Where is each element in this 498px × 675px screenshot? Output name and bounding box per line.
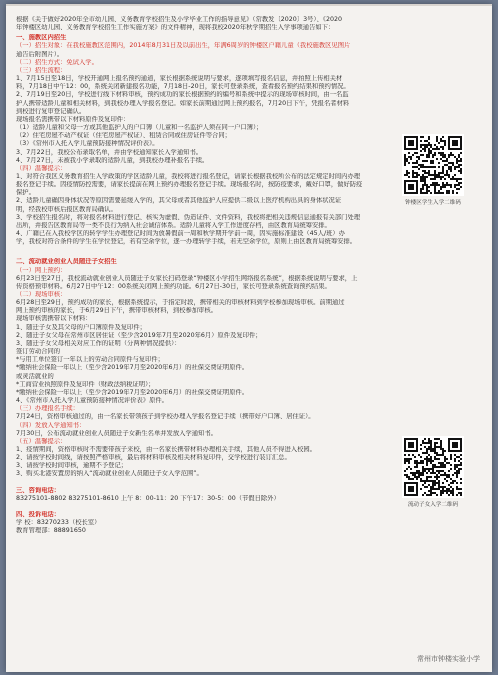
text-line: （二）现场审核： [16, 291, 67, 298]
text-line: 通告后附图片）。 [16, 50, 64, 58]
text-line: 现场审核需携带以下材料： [16, 315, 92, 323]
text-line: 教育管理部：88891650 [16, 527, 86, 535]
text-line: 保护。 [16, 189, 35, 197]
text-line: （1）适龄儿童和父母一方或其他监护人的户口簿（儿童和一名监护人须在同一户口簿）； [16, 124, 263, 132]
text-line: （一）招生对象：在我校施教区范围内，2014年8月31日及以前出生，年满6周岁的钟楼区户籍儿童（我校施教区见图片 [16, 42, 351, 50]
text-line: 传资格预审材料。6月27日中午12：00系统关闭网上预约功能。6月27日-30日，家长可登录系统查询预约结果。 [16, 282, 331, 290]
text-line: （二）招生方式：免试入学。 [16, 58, 98, 66]
text-line: （四）发放入学通知书： [16, 421, 86, 429]
text-line: 3、学校招生报名时，将对报名材料进行登记、核实为虚假、伪造证件、文件资料，我校将把相关违规信息通报有关部门处理 [16, 213, 361, 221]
text-line: 83275101-8802 83275101-8610 上午 8：00-11：20 下午17：30-5：00（节假日除外） [16, 494, 280, 502]
text-line: 学，我校对符合条件的学生在学位登记，若有空余学位，逐一办理转学手续，若无空余学位，原则上由区教育局统筹安排。 [16, 238, 357, 246]
text-line: 1、7月15日至18日，学校开通网上报名预约通道，家长根据系统说明与要求，逐项填写报名信息，并拍照上传相关材 [16, 75, 343, 83]
text-line: （五）温馨提示： [16, 437, 67, 445]
intro-line: 年钟楼区幼儿园、义务教育学校招生工作实施方案》的文件精神，现将我校2020年秋学期招生入学事项通告如下： [16, 24, 335, 32]
text-line: （2）住宅房屋不动产权证（住宅房屋产权证）、租赁合同或住房证件等合同； [16, 132, 231, 140]
text-line: 3、购买北港安置房的纳入“流动就业创业人员随迁子女入学范围”。 [16, 470, 203, 478]
text-line: 2、请按学校时间线，请按照严格审核，最后将材料审核及相关材料复印件，交学校进行装订汇总。 [16, 454, 291, 462]
qr-code-icon [402, 436, 464, 498]
qr-code-migrant[interactable] [398, 436, 468, 508]
text-line: *与用工单位签订一年以上的劳动合同原件与复印件； [16, 356, 164, 364]
text-line: （3）《常州市入托入学儿童预防接种情况评价表》。 [16, 140, 159, 148]
text-line: 出所，并报告区教育局等一类不良行为纳入社会诚信体系。适龄儿童将入学工作进度存档，由区教育局统筹安排。 [16, 221, 331, 229]
text-line: 4、广籍已在入我校学区的转学学生办理登记时间为放暑假前一周和秋学期开学前一周，因实施标准建设（45人/班）办 [16, 230, 345, 238]
text-line: 3、随迁子女父母相关对应工作的证明（分两种情况提供）： [16, 339, 181, 347]
text-line: 4、7月27日，未被我小学录取的适龄儿童，到我校办理补报名手续。 [16, 156, 209, 164]
qr-code-district[interactable] [398, 134, 468, 206]
text-line: *缴纳社会保险一年以上（至少含2019年7月至2020年6月）的社保交费证明原件。 [16, 388, 249, 396]
text-line: 学 校：83270233（校长室） [16, 519, 101, 527]
text-line: 到校进行复审登记确认。 [16, 107, 86, 115]
text-line: 明，经我校审核后报区教育局确认。 [16, 205, 117, 213]
text-line: 护人携带适龄儿童和相关材料，到我校办理入学报名登记。如家长前期通过网上预约报名，7月20日下午，凭报名者材料 [16, 99, 350, 107]
text-line: 1、疫情期间，资格审核时不需要带孩子来校，由一名家长携带材料办理相关手续，其他人员不得进入校园。 [16, 445, 316, 453]
text-line: 1、随迁子女及其父母的户口簿原件及复印件； [16, 323, 146, 331]
text-line: 7月24日，资格审核通过的，由一名家长带领孩子到学校办理入学报名登记手续（携带好户口簿、居住证）。 [16, 413, 315, 421]
text-line: 报名登记手续。因疫情防控需要，请家长提前在网上预约办理报名登记手续。现场报名时，按防疫要求，戴好口罩，做好防疫 [16, 181, 363, 189]
text-line: 7月30日，公布流动就业创业人员随迁子女新生名单并发放入学通知书。 [16, 429, 217, 437]
text-line: 2、7月19日至20日，学校进行线下材料审核，预约成功的家长根据预约的编号和系统中提示的现场审核时间，由一名监 [16, 91, 349, 99]
text-line: （三）招生流程： [16, 66, 67, 74]
school-name: 常州市钟楼实验小学 [417, 655, 480, 663]
section-4-title: 四、投诉电话： [16, 510, 61, 518]
notice-sheet [6, 4, 492, 672]
text-line: 4、《常州市入托入学儿童预防接种情况评价表》原件。 [16, 397, 168, 405]
section-3-title: 三、咨询电话： [16, 486, 61, 494]
text-line: 6月28日至29日，预约成功的家长，根据系统提示，于指定时段，携带相关的审核材料到学校参加现场审核。前期通过 [16, 299, 345, 307]
text-line: 现场报名需携带以下材料原件及复印件： [16, 115, 130, 123]
section-1-title: 一、施教区内招生 [16, 34, 67, 42]
text-line: （一）网上预约： [16, 266, 67, 274]
section-4-body [16, 519, 482, 535]
text-line: 1、对符合我区义务教育招生入学政策的学区适龄儿童，我校将进行报名登记，请家长根据我校所公布的法定规定时间内办理 [16, 172, 361, 180]
section-2-title: 二、流动就业创业人员随迁子女招生 [16, 258, 117, 266]
text-line: 2、随迁子女父母在常州市区居住证（至少含2019年7月至2020年6月）原件及复印件； [16, 331, 262, 339]
intro-line: 根据《关于做好2020年全市幼儿园、义务教育学校招生及小学毕业工作的指导意见》（常教发〔2020〕3号）、《2020 [16, 16, 342, 23]
text-line: （三）办理报名手续： [16, 405, 79, 413]
text-line: （四）温馨提示： [16, 164, 67, 172]
text-line: 6月23日至27日，我校流动就业创业人员随迁子女家长扫码登录“钟楼区小学招生网络报名系统”，根据系统说明与要求，上 [16, 274, 358, 282]
intro-paragraph [16, 16, 482, 32]
text-line: *缴纳社会保险一年以上（至少含2019年7月至2020年6月）的社保交费证明原件。 [16, 364, 249, 372]
text-line: *工商营业执照原件及复印件（财政法纳税证明）； [16, 380, 155, 388]
qr-caption: 流动子女入学二维码 [407, 502, 459, 508]
text-line: 料，7月18日中午12：00，系统关闭新建报名功能，7月18日-20日，家长可登录系统，查看报名预约结果和预约情况。 [16, 83, 350, 91]
qr-code-icon [402, 134, 464, 196]
qr-caption: 钟楼区学生入学二维码 [405, 200, 461, 206]
text-line: 网上预约审核的家长，于6月29日下午，携带审核材料，到校参加审核。 [16, 307, 217, 315]
text-line: 签订劳动合同的 [16, 348, 61, 356]
text-line: 3、请按学校时间审核，逾期不予登记； [16, 462, 128, 470]
text-line: 2、适龄儿童确因身体状况等原因需要延缓入学的，其父母或者其他监护人应提供二级以上医疗机构出具的身体状况证 [16, 197, 342, 205]
text-line: 或灵活就业的 [16, 372, 54, 380]
text-line: 3、7月22日，我校公布录取名单，并由学校通知家长入学通知书。 [16, 148, 203, 156]
